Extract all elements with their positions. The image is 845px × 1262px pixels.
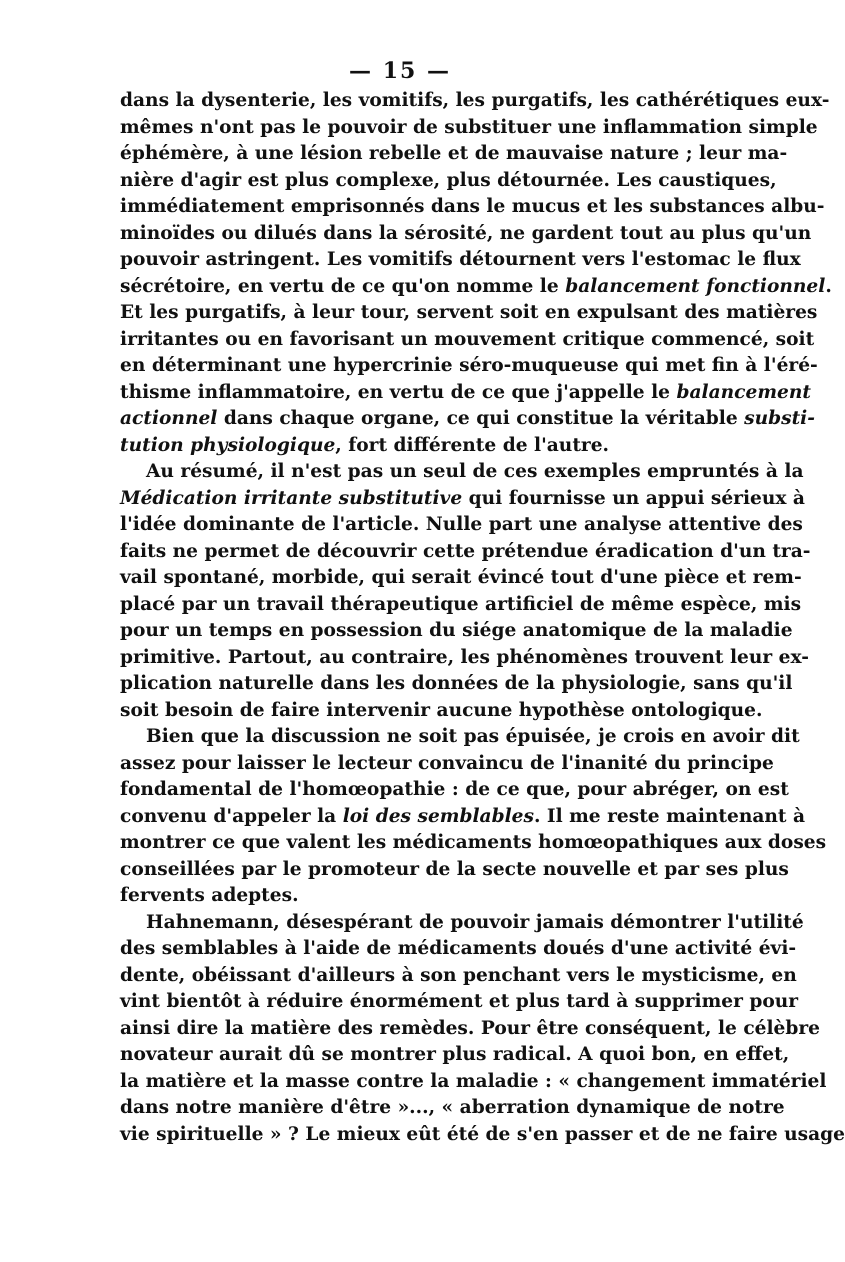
text-span: qui fournisse un appui sérieux à (462, 487, 805, 509)
text-line: montrer ce que valent les médicaments homœopathiques aux doses (120, 832, 827, 853)
italic-text: actionnel (120, 408, 218, 429)
text-line: assez pour laisser le lecteur convaincu de l'inanité du principe (120, 752, 774, 774)
text-line: faits ne permet de découvrir cette prétendue éradication d'un tra- (120, 540, 811, 562)
text-line: vie spirituelle » ? Le mieux eût été de s'en passer et de ne faire usage (120, 1123, 845, 1145)
text-span: dans chaque organe, ce qui constitue la véritable (217, 408, 745, 429)
italic-text: balancement fonctionnel (565, 275, 826, 297)
italic-text: Médication irritante substitutive (120, 487, 463, 509)
text-line: conseillées par le promoteur de la secte nouvelle et par ses plus (120, 858, 789, 880)
text-line: l'idée dominante de l'article. Nulle part une analyse attentive des (120, 514, 803, 535)
italic-text: tution physiologique (120, 434, 336, 456)
text-line: des semblables à l'aide de médicaments doués d'une activité évi- (120, 938, 797, 959)
text-line (120, 433, 678, 460)
text-line: dente, obéissant d'ailleurs à son penchant vers le mysticisme, en (120, 964, 797, 986)
text-line: en déterminant une hypercrinie séro-muqueuse qui met fin à l'éré- (120, 355, 818, 376)
text-span: sécrétoire, en vertu de ce qu'on nomme le (120, 275, 566, 297)
text-line (120, 406, 815, 433)
text-span: thisme inflammatoire, en vertu de ce que j'appelle le (120, 381, 677, 403)
text-line: dans notre manière d'être »..., « aberration dynamique de notre (120, 1097, 785, 1118)
text-line: vint bientôt à réduire énormément et plus tard à supprimer pour (120, 991, 799, 1012)
text-line: vail spontané, morbide, qui serait évincé tout d'une pièce et rem- (120, 567, 802, 588)
italic-text: loi des semblables (342, 805, 534, 827)
text-line: Et les purgatifs, à leur tour, servent soit en expulsant des matières (120, 302, 818, 323)
text-line: pouvoir astringent. Les vomitifs détournent vers l'estomac le flux (120, 249, 801, 270)
text-line: ainsi dire la matière des remèdes. Pour être conséquent, le célèbre (120, 1017, 821, 1039)
text-line: fervents adeptes. (120, 885, 299, 906)
text-line: primitive. Partout, au contraire, les phénomènes trouvent leur ex- (120, 646, 809, 668)
text-line (120, 274, 832, 301)
italic-text: balancement (676, 381, 811, 403)
text-line: Bien que la discussion ne soit pas épuisée, je crois en avoir dit (146, 726, 800, 747)
text-line: éphémère, à une lésion rebelle et de mauvaise nature ; leur ma- (120, 143, 788, 164)
text-line: soit besoin de faire intervenir aucune hypothèse ontologique. (120, 699, 763, 721)
body-text (120, 88, 845, 1148)
italic-text: substi- (744, 408, 815, 429)
text-line: fondamental de l'homœopathie : de ce que, pour abréger, on est (120, 779, 789, 800)
text-line (120, 804, 806, 831)
text-line: dans la dysenterie, les vomitifs, les purgatifs, les cathérétiques eux- (120, 90, 830, 111)
text-line: la matière et la masse contre la maladie : « changement immatériel (120, 1070, 827, 1092)
text-line: pour un temps en possession du siége anatomique de la maladie (120, 620, 793, 641)
text-line (120, 486, 805, 513)
page-number: — 15 — (349, 58, 451, 84)
text-line: minoïdes ou dilués dans la sérosité, ne gardent tout au plus qu'un (120, 222, 812, 244)
text-line: immédiatement emprisonnés dans le mucus et les substances albu- (120, 196, 825, 217)
text-line: plication naturelle dans les données de la physiologie, sans qu'il (120, 673, 793, 694)
text-span: . (825, 275, 832, 297)
text-line: Hahnemann, désespérant de pouvoir jamais démontrer l'utilité (146, 911, 804, 933)
text-line: Au résumé, il n'est pas un seul de ces exemples empruntés à la (146, 461, 804, 482)
text-line: nière d'agir est plus complexe, plus détournée. Les caustiques, (120, 169, 777, 191)
text-line (120, 380, 811, 407)
text-line: novateur aurait dû se montrer plus radical. A quoi bon, en effet, (120, 1044, 790, 1065)
text-span: convenu d'appeler la (120, 805, 343, 827)
text-line: placé par un travail thérapeutique artificiel de même espèce, mis (120, 593, 802, 615)
text-line: irritantes ou en favorisant un mouvement critique commencé, soit (120, 328, 815, 350)
text-line: mêmes n'ont pas le pouvoir de substituer une inflammation simple (120, 116, 818, 138)
text-span: , fort différente de l'autre. (335, 434, 610, 456)
text-span: . Il me reste maintenant à (533, 805, 806, 827)
